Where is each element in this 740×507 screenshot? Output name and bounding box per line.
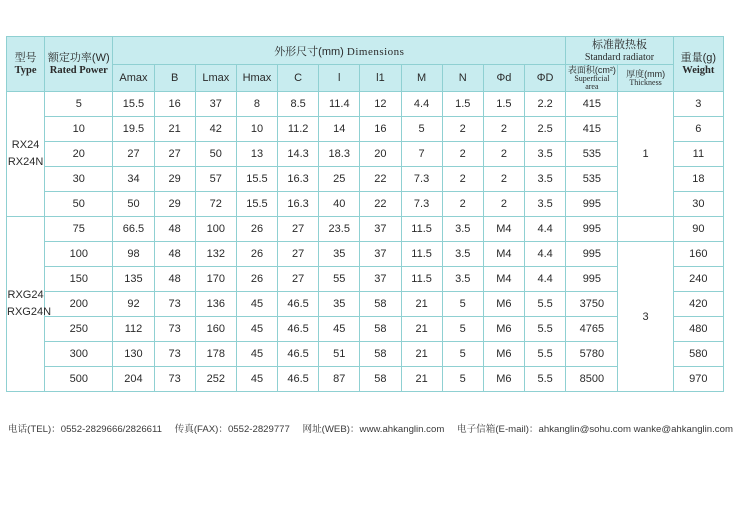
dimension-cell: 58 <box>360 342 401 367</box>
table-row <box>7 367 724 392</box>
area-header-en2: area <box>585 82 599 91</box>
dimension-cell: 37 <box>360 242 401 267</box>
dimension-cell: 73 <box>154 317 195 342</box>
dimension-cell: 48 <box>154 217 195 242</box>
dimension-cell: 11.4 <box>319 92 360 117</box>
dimension-cell: 2.2 <box>524 92 565 117</box>
dimension-cell: 4.4 <box>524 267 565 292</box>
dimension-cell: 10 <box>236 117 277 142</box>
area-header-en1: Superficial <box>574 74 610 83</box>
dimension-cell: 15.5 <box>236 167 277 192</box>
dimension-column-row <box>7 65 724 92</box>
power-cell: 5 <box>45 92 113 117</box>
dimension-cell: 2 <box>442 117 483 142</box>
power-header <box>45 37 113 92</box>
dimension-cell: 21 <box>401 317 442 342</box>
table-row <box>7 292 724 317</box>
weight-cell: 90 <box>673 217 723 242</box>
footer-fax: 传真(FAX)：0552-2829777 <box>174 424 290 435</box>
weight-cell: 160 <box>673 242 723 267</box>
dimension-cell: 7.3 <box>401 167 442 192</box>
dimension-cell: 73 <box>154 342 195 367</box>
dimension-cell: 8.5 <box>278 92 319 117</box>
dimension-cell: 16.3 <box>278 192 319 217</box>
dimension-cell: 16 <box>154 92 195 117</box>
dimension-cell: 3.5 <box>524 167 565 192</box>
table-row <box>7 317 724 342</box>
dimension-cell: 23.5 <box>319 217 360 242</box>
col-header-phi-d-large: ΦD <box>524 65 565 92</box>
dimension-cell: 5.5 <box>524 342 565 367</box>
table-row <box>7 167 724 192</box>
dimension-cell: 27 <box>278 217 319 242</box>
thickness-cell: 1 <box>618 92 673 217</box>
radiator-header <box>566 37 673 65</box>
dimension-cell: 136 <box>195 292 236 317</box>
dimension-cell: 45 <box>236 292 277 317</box>
col-header-m: M <box>401 65 442 92</box>
footer-email: 电子信箱(E-mail)：ahkanglin@sohu.com wanke@ahkanglin.com <box>456 424 733 435</box>
type-cell <box>7 92 45 217</box>
radiator-header-en: Standard radiator <box>584 51 655 63</box>
dimension-cell: 55 <box>319 267 360 292</box>
dimension-cell: 34 <box>113 167 154 192</box>
area-header-cn: 表面积(cm²) <box>567 65 616 75</box>
col-header-n: N <box>442 65 483 92</box>
dimension-cell: 92 <box>113 292 154 317</box>
dimension-cell: 135 <box>113 267 154 292</box>
power-cell: 10 <box>45 117 113 142</box>
power-cell: 20 <box>45 142 113 167</box>
dimension-cell: 35 <box>319 292 360 317</box>
dimension-cell: 29 <box>154 167 195 192</box>
dimension-cell: 178 <box>195 342 236 367</box>
weight-header-cn: 重量(g) <box>680 51 717 64</box>
dimension-cell: 46.5 <box>278 342 319 367</box>
weight-cell: 420 <box>673 292 723 317</box>
area-cell: 3750 <box>566 292 618 317</box>
footer-tel: 电话(TEL)：0552-2829666/2826611 <box>8 424 162 435</box>
dimension-cell: 13 <box>236 142 277 167</box>
dimension-cell: 130 <box>113 342 154 367</box>
dimension-cell: 1.5 <box>442 92 483 117</box>
dimension-cell: 15.5 <box>236 192 277 217</box>
dimension-cell: 2 <box>483 117 524 142</box>
power-cell: 150 <box>45 267 113 292</box>
dimension-cell: 252 <box>195 367 236 392</box>
dimension-cell: 29 <box>154 192 195 217</box>
dimension-cell: 5.5 <box>524 292 565 317</box>
weight-cell: 970 <box>673 367 723 392</box>
power-header-cn: 额定功率(W) <box>47 51 110 64</box>
power-cell: 30 <box>45 167 113 192</box>
power-cell: 500 <box>45 367 113 392</box>
dimension-cell: 73 <box>154 292 195 317</box>
weight-cell: 11 <box>673 142 723 167</box>
dimension-cell: 5 <box>442 367 483 392</box>
dimension-cell: 7.3 <box>401 192 442 217</box>
dimension-cell: 8 <box>236 92 277 117</box>
dimension-cell: 72 <box>195 192 236 217</box>
dimension-cell: 48 <box>154 242 195 267</box>
dimension-cell: 11.5 <box>401 267 442 292</box>
dimension-cell: 58 <box>360 367 401 392</box>
dimension-cell: 3.5 <box>442 242 483 267</box>
dimension-cell: 21 <box>401 292 442 317</box>
dimension-cell: 18.3 <box>319 142 360 167</box>
area-cell: 535 <box>566 142 618 167</box>
dimension-cell: 98 <box>113 242 154 267</box>
power-cell: 100 <box>45 242 113 267</box>
dimension-cell: 66.5 <box>113 217 154 242</box>
area-cell: 8500 <box>566 367 618 392</box>
dimension-cell: 37 <box>360 217 401 242</box>
dimension-cell: 27 <box>278 242 319 267</box>
area-cell: 415 <box>566 117 618 142</box>
dimension-cell: 2 <box>483 167 524 192</box>
dimension-cell: 3.5 <box>524 192 565 217</box>
dimension-cell: 25 <box>319 167 360 192</box>
dimension-cell: 87 <box>319 367 360 392</box>
dimension-cell: 37 <box>195 92 236 117</box>
dimension-cell: 45 <box>236 342 277 367</box>
col-header-b: B <box>154 65 195 92</box>
dimension-cell: 132 <box>195 242 236 267</box>
dimension-cell: 58 <box>360 292 401 317</box>
area-cell: 995 <box>566 192 618 217</box>
dimension-cell: 2 <box>483 192 524 217</box>
weight-header <box>673 37 723 92</box>
weight-cell: 580 <box>673 342 723 367</box>
weight-header-en: Weight <box>682 64 715 76</box>
dimension-cell: 5 <box>401 117 442 142</box>
dimension-cell: 2 <box>442 192 483 217</box>
table-row <box>7 342 724 367</box>
dimension-cell: 37 <box>360 267 401 292</box>
dimension-cell: 35 <box>319 242 360 267</box>
contact-footer <box>8 421 733 435</box>
dimension-cell: 27 <box>154 142 195 167</box>
dimension-cell: 50 <box>195 142 236 167</box>
dimension-cell: 170 <box>195 267 236 292</box>
type-header-cn: 型号 <box>14 51 37 64</box>
dimension-cell: 26 <box>236 217 277 242</box>
area-cell: 535 <box>566 167 618 192</box>
power-cell: 250 <box>45 317 113 342</box>
dimension-cell: 42 <box>195 117 236 142</box>
dimension-cell: 112 <box>113 317 154 342</box>
dimension-cell: 12 <box>360 92 401 117</box>
dimension-cell: 3.5 <box>442 217 483 242</box>
power-cell: 300 <box>45 342 113 367</box>
area-cell: 995 <box>566 242 618 267</box>
dimension-cell: 5 <box>442 317 483 342</box>
table-body <box>7 92 724 392</box>
col-header-phi-d-small: Φd <box>483 65 524 92</box>
thickness-header-cn: 厚度(mm) <box>626 69 666 79</box>
area-cell: 995 <box>566 267 618 292</box>
dimension-cell: 5 <box>442 342 483 367</box>
dimension-cell: 50 <box>113 192 154 217</box>
thickness-header <box>618 65 673 92</box>
dimension-cell: 11.5 <box>401 217 442 242</box>
dimension-cell: 2.5 <box>524 117 565 142</box>
col-header-l1: l1 <box>360 65 401 92</box>
col-header-lmax: Lmax <box>195 65 236 92</box>
col-header-hmax: Hmax <box>236 65 277 92</box>
dimension-cell: 51 <box>319 342 360 367</box>
dimension-cell: 4.4 <box>401 92 442 117</box>
dimension-cell: 2 <box>442 167 483 192</box>
weight-cell: 30 <box>673 192 723 217</box>
dimension-cell: 21 <box>401 342 442 367</box>
dimension-cell: 27 <box>113 142 154 167</box>
dimension-cell: 57 <box>195 167 236 192</box>
table-row <box>7 142 724 167</box>
dimension-cell: M6 <box>483 367 524 392</box>
dimension-cell: 21 <box>154 117 195 142</box>
weight-cell: 240 <box>673 267 723 292</box>
dimension-cell: M4 <box>483 242 524 267</box>
dimension-cell: 100 <box>195 217 236 242</box>
table-header <box>7 37 724 92</box>
type-name: RX24 <box>11 139 40 151</box>
dimension-cell: 3.5 <box>442 267 483 292</box>
power-header-en: Rated Power <box>49 64 108 76</box>
weight-cell: 18 <box>673 167 723 192</box>
dimension-cell: 5.5 <box>524 317 565 342</box>
dimension-cell: 45 <box>236 317 277 342</box>
footer-web: 网址(WEB)：www.ahkanglin.com <box>302 424 445 435</box>
dimension-cell: 45 <box>319 317 360 342</box>
dimensions-header-en: Dimensions <box>346 45 405 58</box>
dimensions-header-cn: 外形尺寸(mm) <box>274 45 344 58</box>
dimension-cell: 45 <box>236 367 277 392</box>
dimension-cell: 46.5 <box>278 367 319 392</box>
weight-cell: 6 <box>673 117 723 142</box>
dimension-cell: 204 <box>113 367 154 392</box>
dimension-cell: 14 <box>319 117 360 142</box>
dimension-cell: 16.3 <box>278 167 319 192</box>
dimension-cell: 5.5 <box>524 367 565 392</box>
thickness-header-en: Thickness <box>629 78 662 87</box>
type-name: RX24N <box>7 156 44 168</box>
dimension-cell: 26 <box>236 267 277 292</box>
area-cell: 4765 <box>566 317 618 342</box>
dimension-cell: M4 <box>483 217 524 242</box>
thickness-cell: 3 <box>618 242 673 392</box>
power-cell: 75 <box>45 217 113 242</box>
dimension-cell: M4 <box>483 267 524 292</box>
area-cell: 415 <box>566 92 618 117</box>
type-header <box>7 37 45 92</box>
radiator-header-cn: 标准散热板 <box>591 38 647 51</box>
dimension-cell: 21 <box>401 367 442 392</box>
dimension-cell: 26 <box>236 242 277 267</box>
dimension-cell: 4.4 <box>524 217 565 242</box>
table-row <box>7 92 724 117</box>
type-name: RXG24 <box>7 289 44 301</box>
dimension-cell: 48 <box>154 267 195 292</box>
dimension-cell: 1.5 <box>483 92 524 117</box>
dimensions-header <box>113 37 566 65</box>
dimension-cell: 16 <box>360 117 401 142</box>
dimension-cell: 4.4 <box>524 242 565 267</box>
dimension-cell: 22 <box>360 167 401 192</box>
dimension-cell: 46.5 <box>278 292 319 317</box>
power-cell: 50 <box>45 192 113 217</box>
dimension-cell: 11.5 <box>401 242 442 267</box>
table-row <box>7 242 724 267</box>
weight-cell: 480 <box>673 317 723 342</box>
type-cell <box>7 217 52 392</box>
dimension-cell: 11.2 <box>278 117 319 142</box>
dimension-cell: 14.3 <box>278 142 319 167</box>
power-cell: 200 <box>45 292 113 317</box>
spec-table <box>6 36 724 392</box>
dimension-cell: 73 <box>154 367 195 392</box>
dimension-cell: 7 <box>401 142 442 167</box>
dimension-cell: 27 <box>278 267 319 292</box>
dimension-cell: 2 <box>483 142 524 167</box>
type-header-en: Type <box>14 64 37 76</box>
dimension-cell: 19.5 <box>113 117 154 142</box>
col-header-amax: Amax <box>113 65 154 92</box>
weight-cell: 3 <box>673 92 723 117</box>
dimension-cell: 20 <box>360 142 401 167</box>
table-row <box>7 217 724 242</box>
dimension-cell: 15.5 <box>113 92 154 117</box>
thickness-cell-empty <box>618 217 673 242</box>
area-cell: 5780 <box>566 342 618 367</box>
dimension-cell: 5 <box>442 292 483 317</box>
type-name: RXG24N <box>7 306 52 318</box>
dimension-cell: 40 <box>319 192 360 217</box>
table-row <box>7 117 724 142</box>
area-header <box>566 65 618 92</box>
dimension-cell: 58 <box>360 317 401 342</box>
dimension-cell: 22 <box>360 192 401 217</box>
dimension-cell: 46.5 <box>278 317 319 342</box>
dimension-cell: 2 <box>442 142 483 167</box>
col-header-c: C <box>278 65 319 92</box>
col-header-l: l <box>319 65 360 92</box>
dimension-cell: 160 <box>195 317 236 342</box>
dimension-cell: M6 <box>483 317 524 342</box>
dimension-cell: M6 <box>483 292 524 317</box>
table-row <box>7 192 724 217</box>
dimension-cell: 3.5 <box>524 142 565 167</box>
area-cell: 995 <box>566 217 618 242</box>
dimension-cell: M6 <box>483 342 524 367</box>
table-row <box>7 267 724 292</box>
